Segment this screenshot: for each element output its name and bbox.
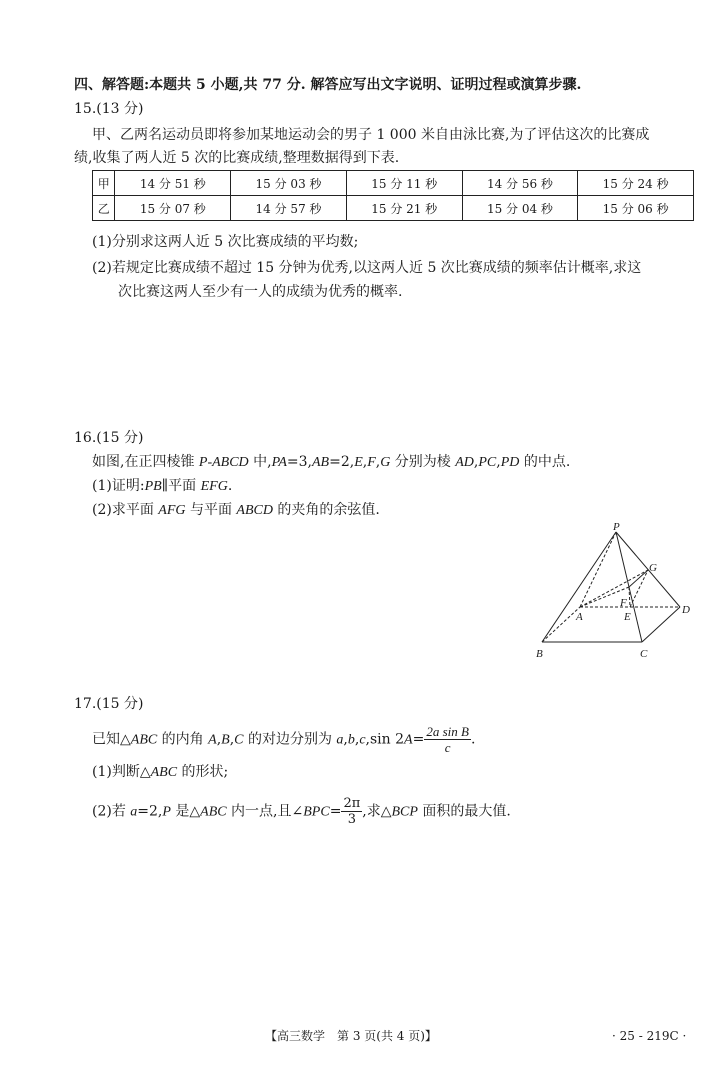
- text: 内一点,且∠: [226, 803, 304, 820]
- label-f: F: [620, 597, 627, 609]
- q16-header: 16.(15 分): [74, 430, 144, 446]
- q16-part2: [92, 500, 380, 521]
- text: ,: [473, 454, 479, 470]
- text: 的形状;: [177, 764, 229, 780]
- q15-intro-line2: 绩,收集了两人近 5 次的比赛成绩,整理数据得到下表.: [74, 150, 400, 166]
- math: P-ABCD: [198, 455, 249, 470]
- q15-part2-line2: 次比赛这两人至少有一人的成绩为优秀的概率.: [118, 284, 403, 300]
- table-cell: 15 分 24 秒: [578, 171, 694, 196]
- math: AB: [311, 455, 330, 470]
- text: 与平面: [185, 502, 237, 518]
- text: ,: [496, 454, 501, 470]
- q17-part2: [92, 796, 511, 827]
- math: b: [347, 732, 355, 748]
- text: 已知△: [92, 731, 131, 748]
- page-footer: 【高三数学 第 3 页(共 4 页)】: [265, 1029, 437, 1043]
- text: 的对边分别为: [243, 731, 337, 748]
- table-cell: 14 分 56 秒: [462, 171, 578, 196]
- text: ,sin 2: [365, 731, 405, 748]
- text: ,: [216, 731, 222, 748]
- fraction-numerator: 2a sin B: [426, 724, 469, 739]
- fraction-denominator: c: [444, 740, 451, 755]
- table-cell: 15 分 07 秒: [115, 196, 231, 221]
- text: (1)证明:: [92, 478, 145, 494]
- table-cell: 14 分 57 秒: [231, 196, 347, 221]
- exam-code: · 25 - 219C ·: [612, 1029, 687, 1043]
- text: (1)判断△: [92, 764, 151, 780]
- math: PA: [271, 455, 287, 470]
- q15-intro-line1: 甲、乙两名运动员即将参加某地运动会的男子 1 000 米自由泳比赛,为了评估这次的比赛成: [92, 127, 650, 143]
- text: =2,: [329, 454, 355, 470]
- text: 中,: [248, 454, 272, 470]
- text: (2)若: [92, 803, 131, 820]
- label-a: A: [576, 611, 583, 623]
- math: BCP: [391, 804, 418, 820]
- math: EFG: [200, 479, 228, 494]
- q17-part1: [92, 762, 228, 783]
- text: ,: [375, 454, 381, 470]
- math: E: [354, 455, 363, 470]
- table-cell: 15 分 04 秒: [462, 196, 578, 221]
- q16-intro: [92, 452, 570, 473]
- text: 分别为棱: [390, 454, 456, 470]
- q17-header: 17.(15 分): [74, 696, 144, 712]
- math: A: [404, 732, 413, 748]
- fraction: [341, 796, 362, 827]
- text: ∥平面: [161, 478, 201, 494]
- table-cell: 15 分 11 秒: [346, 171, 462, 196]
- text: .: [470, 731, 476, 748]
- label-c: C: [640, 648, 648, 660]
- math: AFG: [158, 503, 186, 518]
- text: (2)求平面: [92, 502, 159, 518]
- q15-part2-line1: (2)若规定比赛成绩不超过 15 分钟为优秀,以这两人近 5 次比赛成绩的频率估计概率,求这: [92, 260, 642, 276]
- text: =: [412, 731, 425, 748]
- q17-intro: [92, 724, 475, 755]
- label-d: D: [682, 604, 690, 616]
- text: ,: [362, 454, 368, 470]
- text: ,求△: [362, 803, 392, 820]
- math: C: [234, 732, 244, 748]
- math: A: [208, 732, 217, 748]
- math: BPC: [303, 804, 330, 820]
- label-g: G: [649, 562, 657, 574]
- math: ABC: [150, 765, 178, 780]
- text: ,: [343, 731, 348, 748]
- table-cell: 15 分 06 秒: [578, 196, 694, 221]
- math: F: [367, 455, 376, 470]
- math: PC: [478, 455, 497, 470]
- table-cell: 15 分 21 秒: [346, 196, 462, 221]
- q15-header: 15.(13 分): [74, 101, 144, 117]
- math: c: [359, 732, 366, 748]
- math: a: [336, 732, 344, 748]
- math: P: [162, 804, 171, 820]
- table-row: [93, 171, 694, 196]
- text: 的内角: [157, 731, 209, 748]
- math: PD: [500, 455, 520, 470]
- fraction-denominator: 3: [347, 812, 356, 827]
- math: G: [380, 455, 391, 470]
- math: a: [130, 804, 138, 820]
- math: ABC: [200, 804, 227, 820]
- text: 是△: [170, 803, 201, 820]
- text: ,: [354, 731, 360, 748]
- math: B: [221, 732, 230, 748]
- table-row: [93, 196, 694, 221]
- table-cell: 15 分 03 秒: [231, 171, 347, 196]
- fraction: [424, 724, 471, 755]
- text: ,: [229, 731, 235, 748]
- label-b: B: [536, 648, 543, 660]
- score-table: [92, 170, 694, 221]
- label-p: P: [613, 521, 620, 533]
- q15-part1: (1)分别求这两人近 5 次比赛成绩的平均数;: [92, 234, 359, 250]
- text: .: [227, 478, 233, 494]
- math: PB: [144, 479, 162, 494]
- math: AD: [455, 455, 474, 470]
- math: ABCD: [236, 503, 273, 518]
- text: 如图,在正四棱锥: [92, 454, 199, 470]
- text: =2,: [137, 803, 163, 820]
- table-cell: 14 分 51 秒: [115, 171, 231, 196]
- text: =: [329, 803, 342, 820]
- math: ABC: [130, 732, 158, 748]
- label-e: E: [624, 611, 631, 623]
- text: 面积的最大值.: [417, 803, 511, 820]
- section-heading: 四、解答题:本题共 5 小题,共 77 分. 解答应写出文字说明、证明过程或演算步骤.: [74, 77, 582, 93]
- text: 的夹角的余弦值.: [272, 502, 380, 518]
- text: =3,: [286, 454, 312, 470]
- text: 的中点.: [519, 454, 571, 470]
- table-cell-name: 甲: [93, 171, 115, 196]
- pyramid-figure: [528, 520, 698, 665]
- fraction-numerator: 2π: [343, 796, 361, 811]
- table-cell-name: 乙: [93, 196, 115, 221]
- q16-part1: [92, 476, 232, 497]
